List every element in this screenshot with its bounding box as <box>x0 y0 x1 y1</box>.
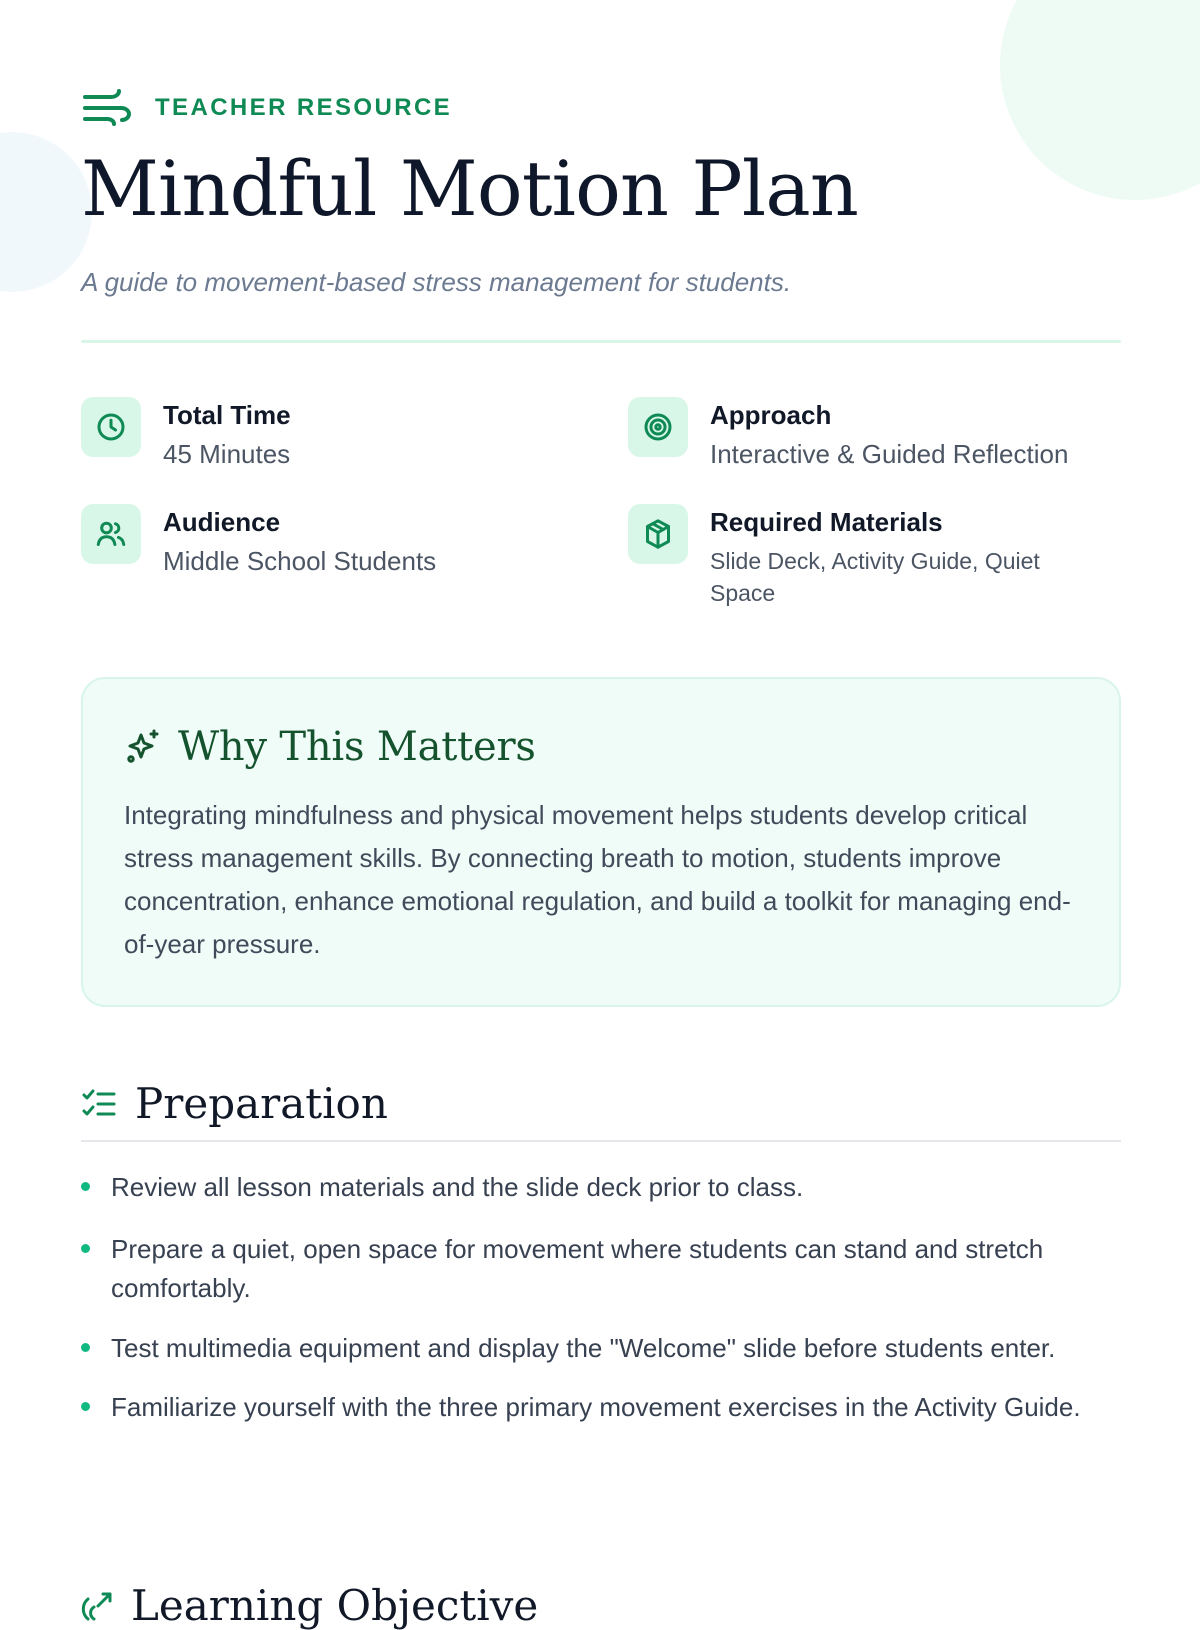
resource-eyebrow <box>81 88 452 128</box>
page-subtitle: A guide to movement-based stress management for students. <box>81 267 792 297</box>
learning-objective-heading <box>81 1582 538 1630</box>
page-title: Mindful Motion Plan <box>81 144 859 233</box>
approach-content <box>710 397 1068 472</box>
lesson-overview <box>81 397 1121 617</box>
overview-item-audience <box>81 504 581 579</box>
total-time-label: Total Time <box>163 400 291 430</box>
preparation-list <box>81 1168 1121 1448</box>
objective-icon <box>81 1589 115 1623</box>
approach-value: Interactive & Guided Reflection <box>710 438 1069 469</box>
preparation-list-item <box>81 1168 1121 1208</box>
preparation-item-text: Test multimedia equipment and display the "Welcome" slide before students enter. <box>111 1332 1056 1363</box>
learning-objective-title: Learning Objective <box>131 1581 539 1630</box>
why-this-matters-card <box>81 677 1121 1007</box>
package-icon <box>628 504 688 564</box>
wind-icon <box>81 88 133 128</box>
total-time-value: 45 Minutes <box>163 438 291 469</box>
preparation-list-item <box>81 1388 1121 1428</box>
required-materials-label: Required Materials <box>710 507 943 537</box>
preparation-list-item <box>81 1329 1121 1369</box>
audience-value: Middle School Students <box>163 545 437 576</box>
overview-item-approach <box>628 397 1128 472</box>
overview-item-required-materials <box>628 504 1108 609</box>
bullet-icon <box>81 1244 90 1253</box>
total-time-content <box>163 397 291 472</box>
resource-type-label: TEACHER RESOURCE <box>155 94 453 121</box>
bullet-icon <box>81 1402 90 1411</box>
teacher-resource-page <box>81 0 1121 1630</box>
preparation-item-text: Prepare a quiet, open space for movement where students can stand and stretch comfortably. <box>111 1233 1044 1304</box>
bullet-icon <box>81 1343 90 1352</box>
preparation-item-text: Familiarize yourself with the three primary movement exercises in the Activity Guide. <box>111 1392 1081 1423</box>
audience-content <box>163 504 436 579</box>
preparation-list-item <box>81 1230 1121 1309</box>
audience-label: Audience <box>163 507 281 537</box>
checklist-icon <box>81 1086 117 1122</box>
preparation-title: Preparation <box>135 1078 388 1128</box>
sparkles-icon <box>124 728 162 766</box>
clock-icon <box>81 397 141 457</box>
why-this-matters-body: Integrating mindfulness and physical movement helps students develop critical stress management skills. By connecting breath to motion, students improve concentration, enhance emotional regulation, and build a toolkit for managing end-of-year pressure. <box>124 800 1071 959</box>
bullet-icon <box>81 1182 90 1191</box>
users-icon <box>81 504 141 564</box>
approach-label: Approach <box>710 400 832 430</box>
target-icon <box>628 397 688 457</box>
overview-item-total-time <box>81 397 581 472</box>
why-this-matters-title: Why This Matters <box>178 724 536 770</box>
required-materials-value: Slide Deck, Activity Guide, Quiet Space <box>710 547 1040 606</box>
decorative-circle-left <box>0 132 92 292</box>
why-this-matters-heading <box>124 724 1078 770</box>
header-divider <box>81 340 1121 343</box>
preparation-item-text: Review all lesson materials and the slide deck prior to class. <box>111 1172 804 1202</box>
preparation-divider <box>81 1140 1121 1142</box>
required-materials-content <box>710 504 1100 609</box>
preparation-heading <box>81 1075 388 1133</box>
